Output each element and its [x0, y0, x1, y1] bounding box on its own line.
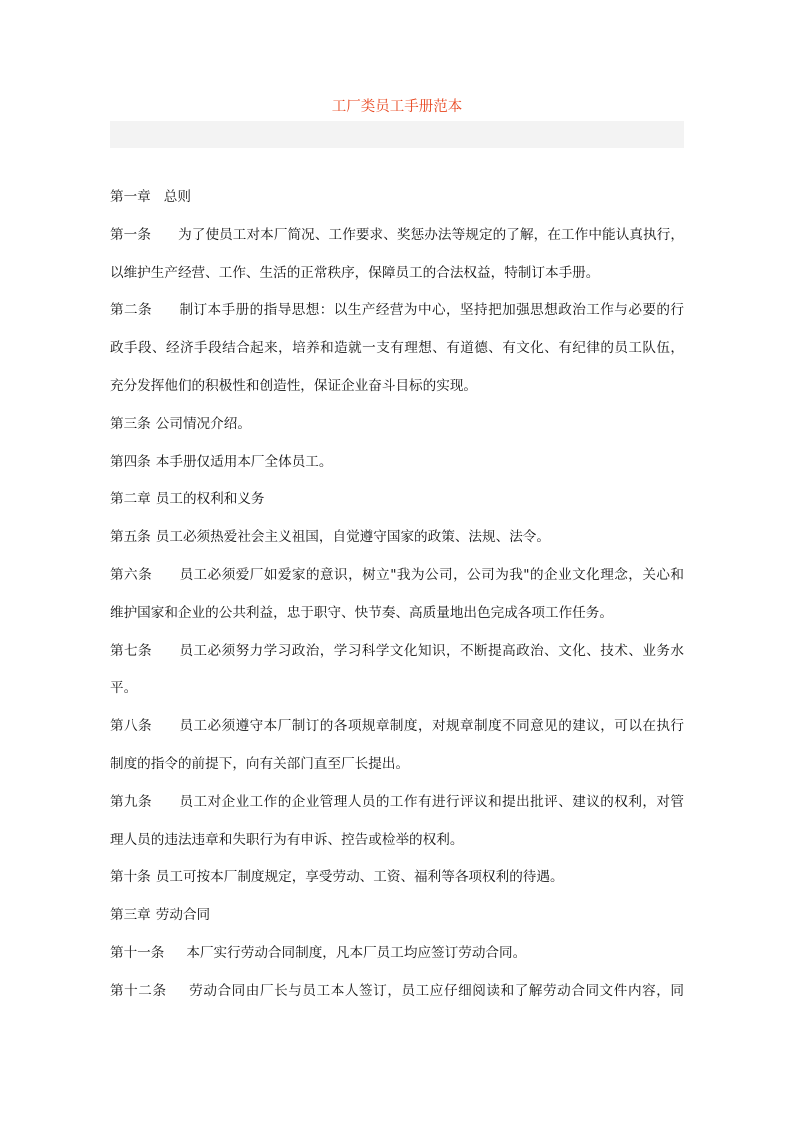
article-line — [110, 784, 684, 822]
article-label: 第九条 — [110, 793, 153, 810]
article-text: 员工可按本厂制度规定，享受劳动、工资、福利等各项权利的待遇。 — [155, 869, 564, 886]
chapter-heading — [110, 481, 684, 519]
article-line — [110, 217, 684, 255]
article-text: 员工必须努力学习政治，学习科学文化知识，不断提高政治、文化、技术、业务水 — [179, 642, 684, 659]
chapter-heading — [110, 179, 684, 217]
article-continuation — [110, 670, 684, 708]
article-label: 第七条 — [110, 642, 153, 659]
article-continuation — [110, 330, 684, 368]
article-line — [110, 292, 684, 330]
chapter-label: 第一章 — [110, 189, 151, 205]
chapter-heading — [110, 897, 684, 935]
article-text: 本厂实行劳动合同制度，凡本厂员工均应签订劳动合同。 — [186, 944, 527, 961]
article-line — [110, 406, 684, 444]
article-text: 劳动合同由厂长与员工本人签订，员工应仔细阅读和了解劳动合同文件内容，同 — [188, 982, 685, 999]
article-text: 公司情况介绍。 — [155, 415, 251, 432]
article-label: 第六条 — [110, 566, 153, 583]
article-label: 第十条 — [110, 869, 151, 886]
article-continuation — [110, 255, 684, 293]
article-text: 以维护生产经营、工作、生活的正常秩序，保障员工的合法权益，特制订本手册。 — [110, 264, 600, 281]
article-text: 员工必须遵守本厂制订的各项规章制度，对规章制度不同意见的建议，可以在执行 — [179, 718, 684, 735]
article-text: 制订本手册的指导思想：以生产经营为中心，坚持把加强思想政治工作与必要的行 — [179, 302, 684, 319]
article-label: 第一条 — [110, 226, 152, 243]
article-continuation — [110, 746, 684, 784]
article-line — [110, 859, 684, 897]
document-title: 工厂类员工手册范本 — [331, 99, 463, 115]
article-line — [110, 557, 684, 595]
article-text: 充分发挥他们的积极性和创造性，保证企业奋斗目标的实现。 — [110, 377, 478, 394]
article-label: 第二条 — [110, 302, 153, 319]
chapter-title: 劳动合同 — [155, 907, 211, 924]
article-label: 第三条 — [110, 415, 151, 432]
article-text: 制度的指令的前提下，向有关部门直至厂长提出。 — [110, 755, 410, 772]
article-text: 平。 — [110, 680, 138, 697]
article-continuation — [110, 368, 684, 406]
document-body — [110, 179, 684, 1011]
article-label: 第四条 — [110, 453, 151, 470]
article-text: 理人员的违法违章和失职行为有申诉、控告或检举的权利。 — [110, 831, 464, 848]
article-text: 员工必须爱厂如爱家的意识，树立"我为公司，公司为我"的企业文化理念，关心和 — [179, 566, 685, 583]
article-line — [110, 633, 684, 671]
chapter-title: 总则 — [163, 189, 191, 205]
chapter-label: 第二章 — [110, 491, 151, 508]
article-line — [110, 935, 684, 973]
article-text: 为了使员工对本厂简况、工作要求、奖惩办法等规定的了解，在工作中能认真执行， — [178, 226, 685, 243]
article-label: 第八条 — [110, 718, 153, 735]
article-text: 政手段、经济手段结合起来，培养和造就一支有理想、有道德、有文化、有纪律的员工队伍， — [110, 340, 684, 357]
article-line — [110, 519, 684, 557]
article-label: 第五条 — [110, 529, 151, 546]
article-line — [110, 973, 684, 1011]
article-continuation — [110, 595, 684, 633]
article-text: 员工必须热爱社会主义祖国，自觉遵守国家的政策、法规、法令。 — [155, 529, 550, 546]
article-text: 本手册仅适用本厂全体员工。 — [155, 453, 333, 470]
article-text: 员工对企业工作的企业管理人员的工作有进行评议和提出批评、建议的权利，对管 — [179, 793, 684, 810]
article-line — [110, 708, 684, 746]
article-text: 维护国家和企业的公共利益，忠于职守、快节奏、高质量地出色完成各项工作任务。 — [110, 604, 613, 621]
title-band — [110, 121, 684, 148]
chapter-label: 第三章 — [110, 907, 151, 924]
chapter-title: 员工的权利和义务 — [155, 491, 265, 508]
article-label: 第十二条 — [110, 982, 167, 999]
article-label: 第十一条 — [110, 944, 165, 961]
article-continuation — [110, 822, 684, 860]
article-line — [110, 444, 684, 482]
